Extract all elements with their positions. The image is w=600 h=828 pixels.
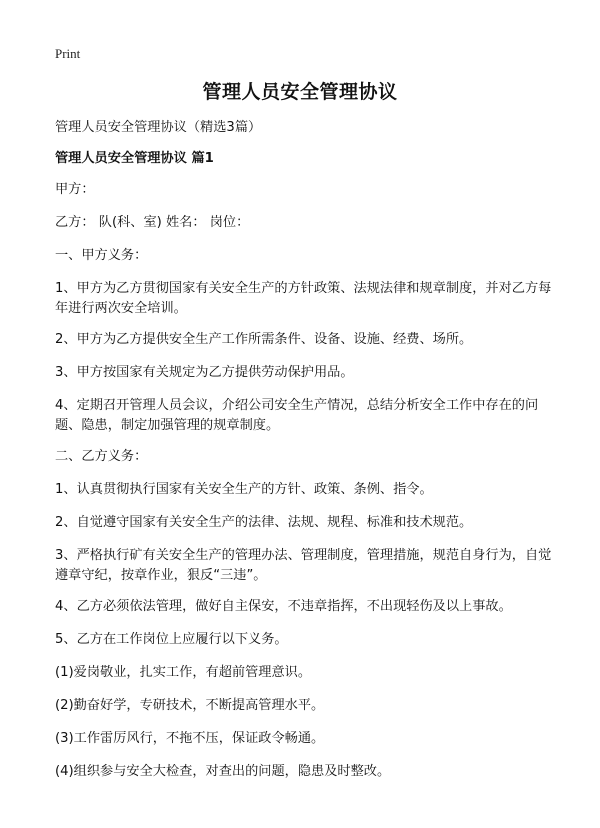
party-a-duty-2: 2、甲方为乙方提供安全生产工作所需条件、设备、设施、经费、场所。 [55,332,473,347]
document-subtitle: 管理人员安全管理协议（精选3篇） [55,120,262,135]
party-b-duty-1: 1、认真贯彻执行国家有关安全生产的方针、政策、条例、指令。 [55,482,433,497]
section-heading: 管理人员安全管理协议 篇1 [55,151,214,166]
sub-duty-3: (3)工作雷厉风行，不拖不压，保证政令畅通。 [55,731,325,746]
document-body [55,118,555,782]
party-b-duty-2: 2、自觉遵守国家有关安全生产的法律、法规、规程、标准和技术规范。 [55,515,473,530]
sub-duty-4: (4)组织参与安全大检查，对查出的问题，隐患及时整改。 [55,764,391,779]
party-b-duty-3: 3、严格执行矿有关安全生产的管理办法、管理制度，管理措施，规范自身行为，自觉遵章守纪，按章作业，狠反“三违”。 [55,548,552,583]
party-a-duty-1: 1、甲方为乙方贯彻国家有关安全生产的方针政策、法规法律和规章制度，并对乙方每年进行两次安全培训。 [55,281,552,316]
sub-duty-1: (1)爱岗敬业，扎实工作，有超前管理意识。 [55,665,312,680]
print-link[interactable]: Print [55,46,81,61]
party-a-line: 甲方： [55,182,95,197]
party-b-duties-heading: 二、乙方义务： [55,449,148,464]
document-title: 管理人员安全管理协议 [202,81,398,103]
party-a-duties-heading: 一、甲方义务： [55,248,148,263]
party-a-duty-4: 4、定期召开管理人员会议，介绍公司安全生产情况，总结分析安全工作中存在的问题、隐患，制定加强管理的规章制度。 [55,398,539,433]
party-b-duty-4: 4、乙方必须依法管理，做好自主保安，不违章指挥，不出现轻伤及以上事故。 [55,599,512,614]
party-b-line: 乙方： 队(科、室) 姓名： 岗位： [55,215,250,230]
party-b-duty-5: 5、乙方在工作岗位上应履行以下义务。 [55,632,288,647]
party-a-duty-3: 3、甲方按国家有关规定为乙方提供劳动保护用品。 [55,365,354,380]
sub-duty-2: (2)勤奋好学，专研技术，不断提高管理水平。 [55,698,325,713]
